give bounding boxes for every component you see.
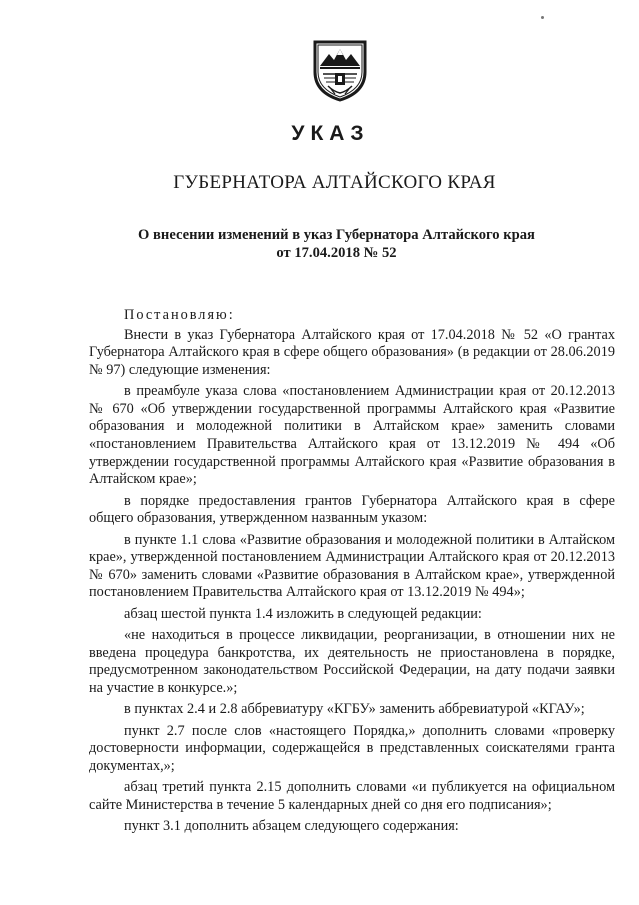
paragraph: в преамбуле указа слова «постановлением Администрации края от 20.12.2013 № 670 «Об утверждении государственной программы Алтайского края «Развитие образования и молодежной политики в Алтайском крае» заменить словами «постановлением Правительства Алтайского края от 13.12.2019 № 494 «Об утверждении государственной программы Алтайского края «Развитие образования в Алтайском крае»; bbox=[89, 383, 615, 488]
preamble: Постановляю: bbox=[124, 307, 235, 323]
document-body bbox=[89, 307, 615, 840]
document-heading bbox=[0, 226, 639, 262]
coat-of-arms-icon bbox=[311, 38, 369, 102]
paragraph: в пунктах 2.4 и 2.8 аббревиатуру «КГБУ» заменить аббревиатурой «КГАУ»; bbox=[124, 701, 585, 718]
paragraph: в порядке предоставления грантов Губернатора Алтайского края в сфере общего образования, утвержденном названным указом: bbox=[89, 492, 615, 527]
paragraph: пункт 2.7 после слов «настоящего Порядка,» дополнить словами «проверку достоверности информации, содержащейся в представленных соискателями гранта документах,»; bbox=[89, 722, 615, 774]
paragraph: абзац шестой пункта 1.4 изложить в следующей редакции: bbox=[124, 605, 482, 622]
paragraph: абзац третий пункта 2.15 дополнить словами «и публикуется на официальном сайте Министерства в течение 5 календарных дней со дня его подписания»; bbox=[89, 779, 615, 813]
heading-line-1: О внесении изменений в указ Губернатора Алтайского края bbox=[138, 227, 535, 243]
paragraph: Внести в указ Губернатора Алтайского края от 17.04.2018 № 52 «О грантах Губернатора Алтайского края в сфере общего образования» (в редакции от 28.06.2019 № 97) следующие изменения: bbox=[89, 326, 615, 378]
paragraph: в пункте 1.1 слова «Развитие образования и молодежной политики в Алтайском крае», утвержденной постановлением Администрации Алтайского края от 20.12.2013 № 670» заменить словами «Развитие образования в Алтайском крае», утвержденной постановлением Правительства Алтайского края от 13.12.2019 № 494»; bbox=[89, 531, 615, 601]
document-issuer: ГУБЕРНАТОРА АЛТАЙСКОГО КРАЯ bbox=[173, 172, 496, 193]
heading-line-2: от 17.04.2018 № 52 bbox=[276, 245, 397, 261]
scan-speck bbox=[541, 16, 544, 19]
document-title: УКАЗ bbox=[291, 122, 370, 145]
paragraph: «не находиться в процессе ликвидации, реорганизации, в отношении них не введена процедура банкротства, их деятельность не приостановлена в порядке, предусмотренном законодательством Российской Федерации, на дату подачи заявки на участие в конкурсе.»; bbox=[89, 627, 615, 696]
paragraph: пункт 3.1 дополнить абзацем следующего содержания: bbox=[124, 818, 459, 835]
